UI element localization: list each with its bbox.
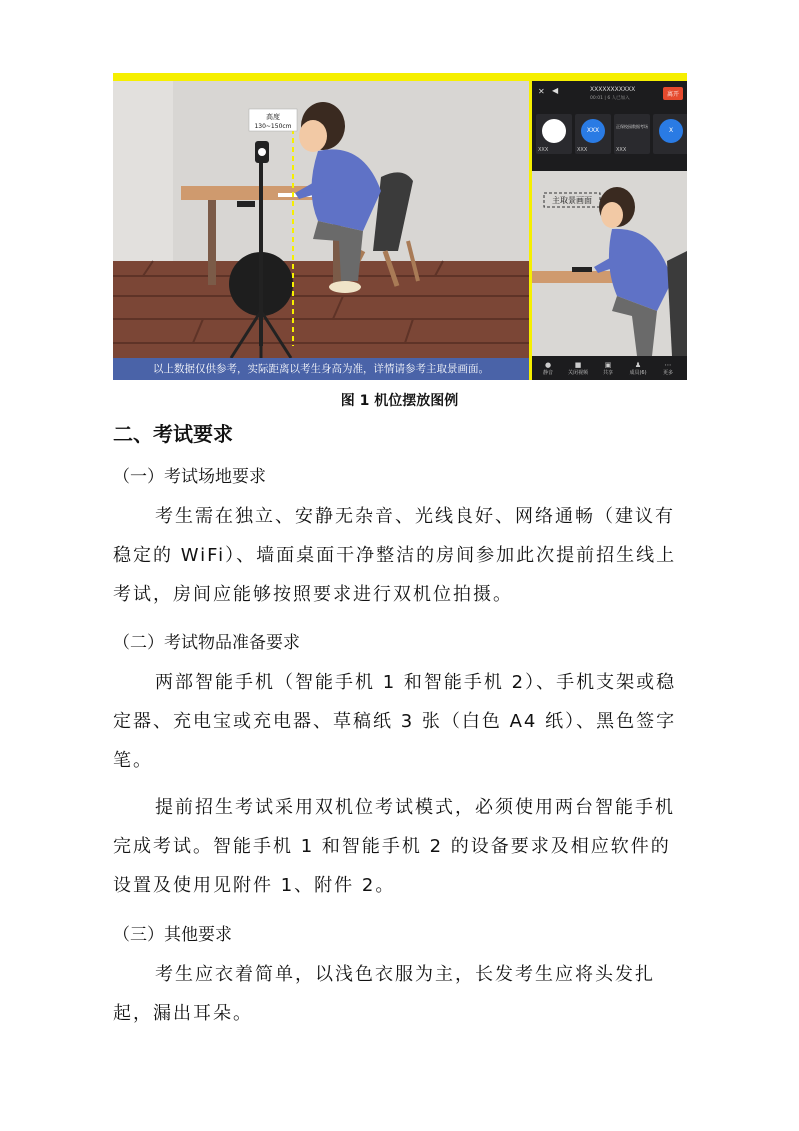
figure-frame xyxy=(113,73,687,380)
members-button[interactable]: ♟ 成员(6) xyxy=(629,361,647,376)
more-icon: ⋯ xyxy=(664,361,672,369)
share-icon: ▣ xyxy=(604,361,612,369)
mic-icon: ● xyxy=(544,361,552,369)
subsection-title: （一）考试场地要求 xyxy=(113,467,266,487)
mute-icon: ✕ xyxy=(538,87,545,96)
height-value: 130~150cm xyxy=(254,123,292,130)
height-label: 高度 xyxy=(266,113,280,121)
avatar: XXX xyxy=(581,119,605,143)
tile-room-label: 正保校园数据考场 xyxy=(616,124,648,129)
paragraph: 提前招生考试采用双机位考试模式，必须使用两台智能手机完成考试。智能手机 1 和智能手机 2 的设备要求及相应软件的设置及使用见附件 1、附件 2。 xyxy=(113,797,675,896)
end-button[interactable]: 离开 xyxy=(663,87,683,100)
section-title: 二、考试要求 xyxy=(113,422,233,446)
phone-main-view xyxy=(532,171,687,356)
avatar: X xyxy=(659,119,683,143)
paragraph: 考生应衣着简单，以浅色衣服为主，长发考生应将头发扎起，漏出耳朵。 xyxy=(113,964,655,1024)
scene-illustration xyxy=(113,81,529,380)
mic-button[interactable]: ● 静音 xyxy=(538,361,558,376)
main-view-label: 主取景画面 xyxy=(552,196,592,205)
camera-placement-scene xyxy=(113,81,529,380)
phone-toolbar xyxy=(532,356,687,380)
participant-tile[interactable] xyxy=(536,114,572,154)
participant-tile[interactable] xyxy=(614,114,650,154)
paragraph: 两部智能手机（智能手机 1 和智能手机 2）、手机支架或稳定器、充电宝或充电器、草稿纸 3 张（白色 A4 纸）、黑色签字笔。 xyxy=(113,672,677,771)
tile-name: XXX xyxy=(538,147,549,153)
subsection-title: （二）考试物品准备要求 xyxy=(113,633,300,653)
participant-tile[interactable] xyxy=(575,114,611,154)
more-button[interactable]: ⋯ 更多 xyxy=(658,361,678,376)
camera-icon: ■ xyxy=(574,361,582,369)
participant-tile[interactable] xyxy=(653,114,687,154)
figure-caption: 图 1 机位摆放图例 xyxy=(340,393,459,409)
speaker-icon: ◀ xyxy=(552,86,559,95)
scene-banner: 以上数据仅供参考，实际距离以考生身高为准，详情请参考主取景画面。 xyxy=(113,358,529,380)
tile-name: XXX xyxy=(616,147,627,153)
subsection-title: （三）其他要求 xyxy=(113,925,232,945)
phone-scene-illustration xyxy=(532,171,687,356)
paragraph: 考生需在独立、安静无杂音、光线良好、网络通畅（建议有稳定的 WiFi）、墙面桌面干净整洁的房间参加此次提前招生线上考试，房间应能够按照要求进行双机位拍摄。 xyxy=(113,506,677,605)
tile-name: XXX xyxy=(577,147,588,153)
video-button[interactable]: ■ 关闭视频 xyxy=(568,361,589,376)
avatar xyxy=(542,119,566,143)
phone-screen xyxy=(532,81,687,380)
phone-subtitle: 00:01 | 6 人已加入 xyxy=(590,96,630,101)
members-icon: ♟ xyxy=(634,361,642,369)
share-button[interactable]: ▣ 共享 xyxy=(598,361,618,376)
phone-meeting-id: XXXXXXXXXXX xyxy=(590,86,636,93)
phone-top-bar xyxy=(532,81,687,109)
